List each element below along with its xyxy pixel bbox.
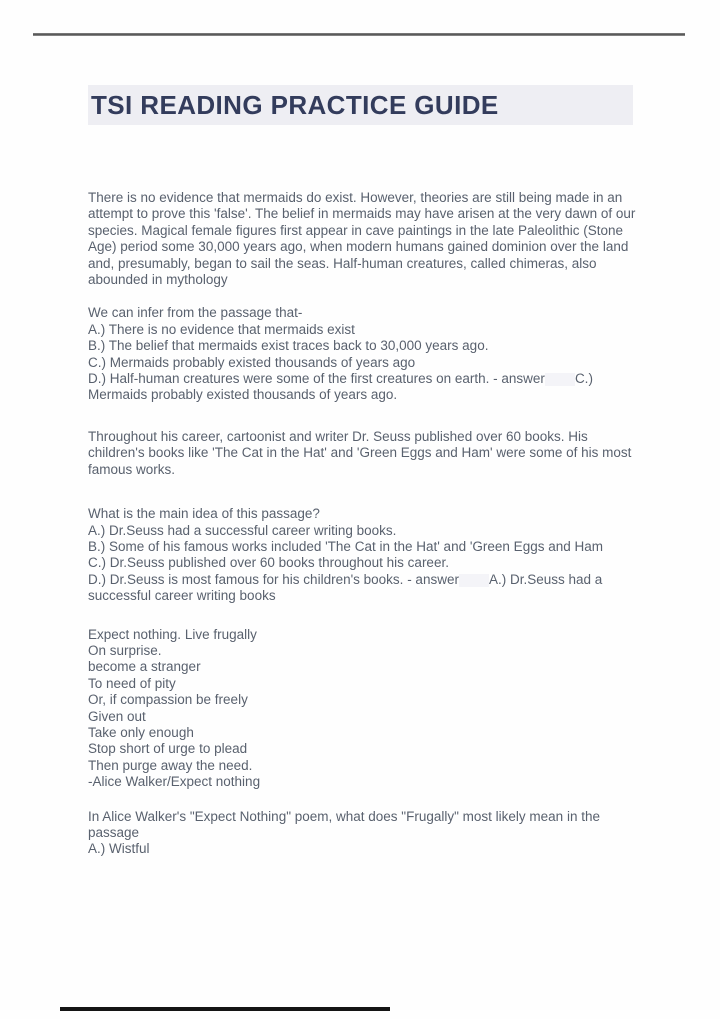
question-2-option-d-text: D.) Dr.Seuss is most famous for his children's books. - answer: [88, 571, 459, 587]
poem-line: Given out: [88, 708, 146, 724]
poem-line: On surprise.: [88, 642, 162, 658]
question-3-option-a: A.) Wistful: [88, 841, 150, 857]
question-1-option-b: B.) The belief that mermaids exist traces back to 30,000 years ago.: [88, 338, 489, 354]
poem-line: Or, if compassion be freely: [88, 692, 248, 708]
question-2-answer: A.) Dr.Seuss had a successful career writing books: [88, 571, 603, 604]
question-2-prompt: What is the main idea of this passage?: [88, 506, 320, 522]
poem-line: To need of pity: [88, 675, 176, 691]
top-rule: [33, 33, 685, 36]
poem-line: Take only enough: [88, 724, 194, 740]
question-1-option-c: C.) Mermaids probably existed thousands of years ago: [88, 354, 416, 370]
question-3-prompt: In Alice Walker's "Expect Nothing" poem, what does "Frugally" most likely mean in the passage: [88, 808, 600, 840]
question-1-prompt: We can infer from the passage that-: [88, 305, 303, 321]
question-2-option-c: C.) Dr.Seuss published over 60 books throughout his career.: [88, 555, 449, 571]
bottom-rule: [60, 1007, 390, 1011]
poem-line: Expect nothing. Live frugally: [88, 626, 257, 642]
passage-mermaids: There is no evidence that mermaids do exist. However, theories are still being made in an attempt to prove this 'false'. The belief in mermaids may have arisen at the very dawn of our species. Magical female figures first appear in cave paintings in the late Paleolithic (Stone Age) period some 30,000 years ago, when modern humans gained dominion over the land and, presumably, began to sail the seas. Half-human creatures, called chimeras, also abounded in mythology: [88, 190, 636, 288]
question-1-option-a: A.) There is no evidence that mermaids exist: [88, 321, 355, 337]
page-title: TSI READING PRACTICE GUIDE: [88, 85, 633, 125]
poem-line: Stop short of urge to plead: [88, 741, 248, 757]
question-2-option-a: A.) Dr.Seuss had a successful career writing books.: [88, 522, 397, 538]
poem-expect-nothing: [88, 627, 644, 791]
question-2-option-d: [88, 572, 644, 605]
poem-attribution: -Alice Walker/Expect nothing: [88, 774, 261, 790]
question-3: [88, 809, 644, 858]
passage-dr-seuss: Throughout his career, cartoonist and writer Dr. Seuss published over 60 books. His children's books like 'The Cat in the Hat' and 'Green Eggs and Ham' were some of his most famous works.: [88, 428, 632, 477]
question-2: [88, 506, 644, 604]
question-1-option-d-text: D.) Half-human creatures were some of the first creatures on earth. - answer: [88, 371, 545, 387]
document-content: [88, 125, 644, 858]
poem-line: Then purge away the need.: [88, 757, 253, 773]
answer-highlight-gap: [545, 373, 575, 386]
poem-line: become a stranger: [88, 659, 201, 675]
question-1: [88, 305, 644, 403]
question-1-option-d: [88, 371, 644, 404]
question-2-option-b: B.) Some of his famous works included 'The Cat in the Hat' and 'Green Eggs and Ham: [88, 538, 603, 554]
question-1-answer: C.) Mermaids probably existed thousands of years ago.: [88, 371, 593, 403]
answer-highlight-gap: [459, 574, 489, 587]
